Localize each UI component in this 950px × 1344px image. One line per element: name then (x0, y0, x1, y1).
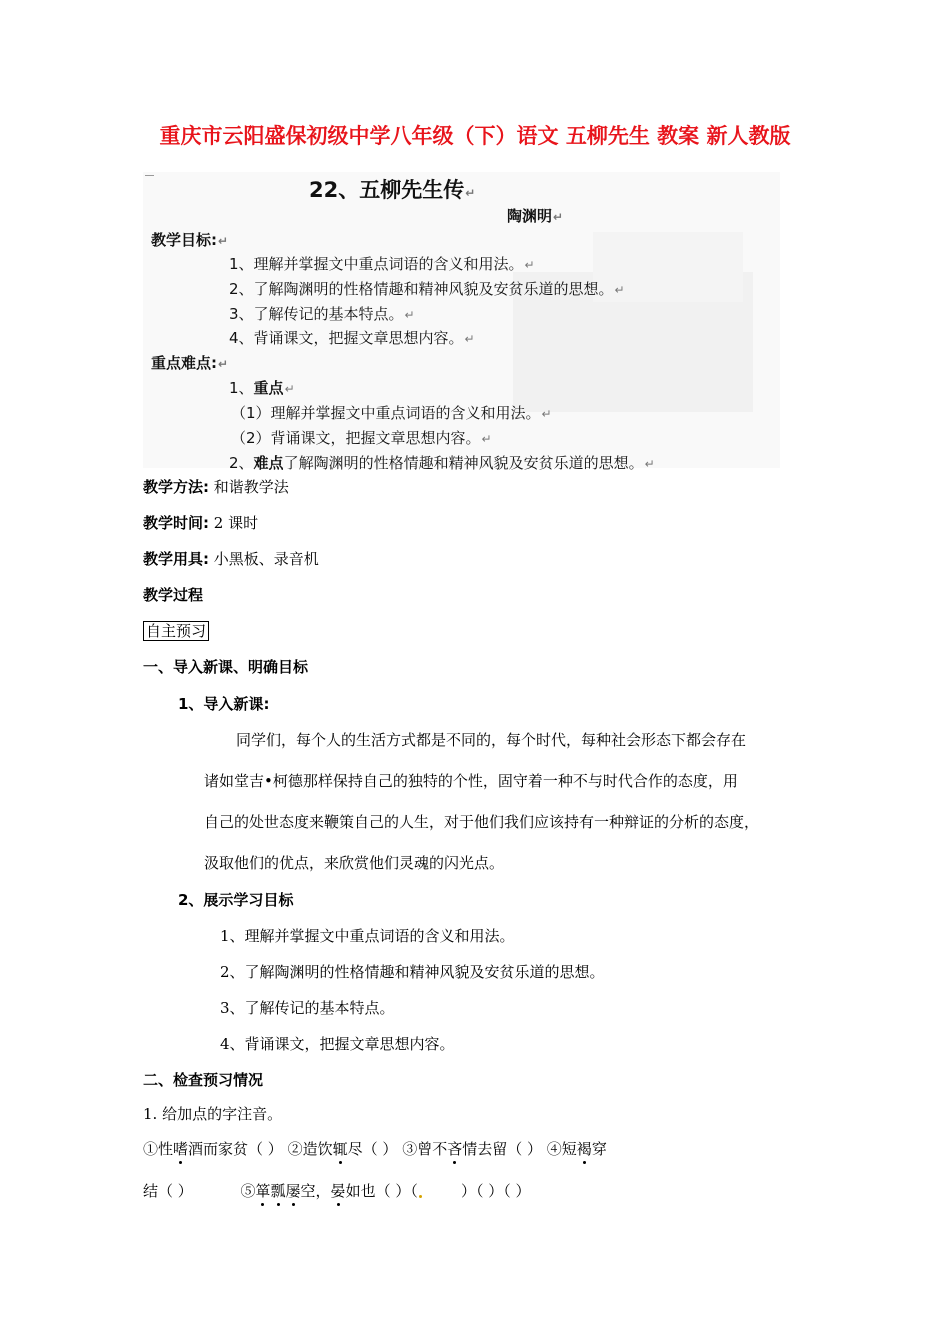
scan-key-item-2: （2）背诵课文，把握文章思想内容。↵ (231, 429, 492, 447)
document-title: 重庆市云阳盛保初级中学八年级（下）语文 五柳先生 教案 新人教版 (159, 124, 791, 148)
sub-1-heading: 1、导入新课: (178, 695, 270, 713)
scan-key-item-1: （1）理解并掌握文中重点词语的含义和用法。↵ (231, 404, 552, 422)
sub-2-heading: 2、展示学习目标 (178, 891, 294, 909)
scan-key-label: 重点难点:↵ (151, 354, 229, 372)
scan-goal-4: 4、背诵课文，把握文章思想内容。↵ (229, 329, 475, 347)
intro-line-2: 诸如堂吉•柯德那样保持自己的独特的个性，固守着一种不与时代合作的态度，用 (204, 772, 738, 790)
teaching-tools: 教学用具: 小黑板、录音机 (143, 550, 319, 568)
preview-box: 自主预习 (143, 620, 209, 641)
scan-difficult-point: 2、难点了解陶渊明的性格情趣和精神风貌及安贫乐道的思想。↵ (229, 454, 655, 472)
scan-goal-1: 1、理解并掌握文中重点词语的含义和用法。↵ (229, 255, 535, 273)
teaching-time: 教学时间: 2 课时 (143, 514, 259, 532)
teaching-process-label: 教学过程 (143, 586, 204, 604)
intro-line-3: 自己的处世态度来鞭策自己的人生，对于他们我们应该持有一种辩证的分析的态度， (204, 813, 760, 831)
scan-goal-2: 2、了解陶渊明的性格情趣和精神风貌及安贫乐道的思想。↵ (229, 280, 625, 298)
teaching-method: 教学方法: 和谐教学法 (143, 478, 289, 496)
goal2-line-3: 3、了解传记的基本特点。 (220, 999, 395, 1017)
section-1-heading: 一、导入新课、明确目标 (143, 658, 309, 676)
intro-line-4: 汲取他们的优点，来欣赏他们灵魂的闪光点。 (204, 854, 505, 872)
goal2-line-1: 1、理解并掌握文中重点词语的含义和用法。 (220, 927, 515, 945)
goal2-line-4: 4、背诵课文，把握文章思想内容。 (220, 1035, 455, 1053)
yellow-dot-mark (419, 1195, 422, 1198)
question-1-line-2: 结（ ） ⑤箪瓢屡空，晏如也（ ）（ ）（ ）（ ） (143, 1182, 531, 1200)
goal2-line-2: 2、了解陶渊明的性格情趣和精神风貌及安贫乐道的思想。 (220, 963, 605, 981)
intro-line-1: 同学们，每个人的生活方式都是不同的，每个时代，每种社会形态下都会存在 (236, 731, 747, 749)
scan-heading: 22、五柳先生传↵ (309, 178, 476, 202)
question-1-line-1: ①性嗜酒而家贫（ ） ②造饮辄尽（ ） ③曾不吝情去留（ ） ④短褐穿 (143, 1140, 607, 1158)
scanned-image (143, 172, 780, 472)
question-1: 1. 给加点的字注音。 (143, 1105, 283, 1123)
scan-key-point: 1、重点↵ (229, 379, 295, 397)
scan-goal-3: 3、了解传记的基本特点。↵ (229, 305, 415, 323)
scan-author: 陶渊明↵ (507, 207, 564, 225)
scan-goals-label: 教学目标:↵ (151, 231, 229, 249)
section-2-heading: 二、检查预习情况 (143, 1071, 264, 1089)
